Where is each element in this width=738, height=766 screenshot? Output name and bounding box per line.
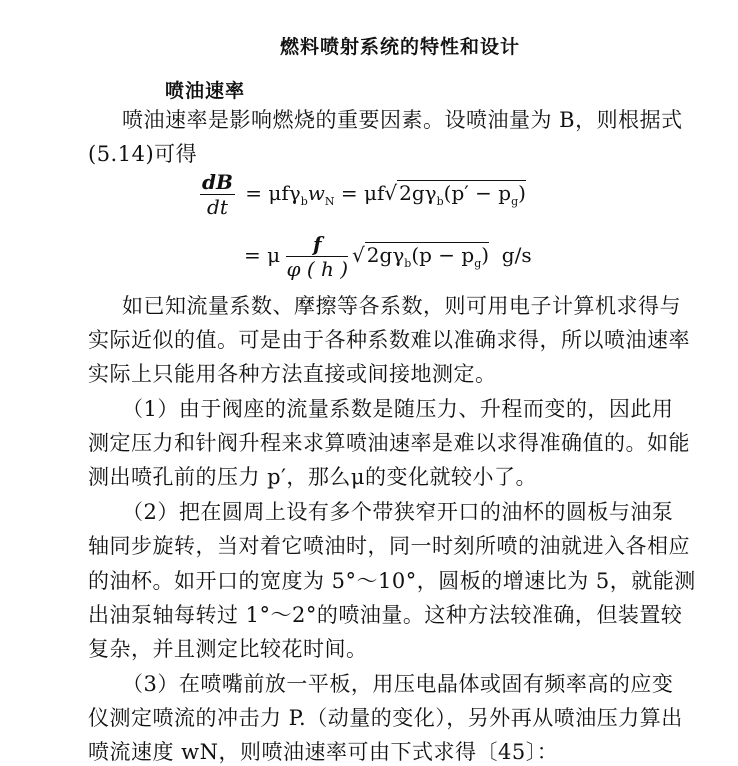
paragraph-line: （3）在喷嘴前放一平板，用压电晶体或固有频率高的应变 bbox=[122, 672, 674, 696]
paragraph-line: 的油杯。如开口的宽度为 5°～10°，圆板的增速比为 5，就能测 bbox=[88, 569, 696, 593]
section-heading: 喷油速率 bbox=[165, 80, 246, 102]
page-title: 燃料喷射系统的特性和设计 bbox=[279, 36, 520, 58]
paragraph-line: 出油泵轴每转过 1°～2°的喷油量。这种方法较准确，但装置较 bbox=[88, 603, 683, 627]
paragraph-line: 喷流速度 wN，则喷油速率可由下式求得〔45〕： bbox=[88, 740, 559, 764]
formula-1: $\frac{dB}{dt}$ = $\mu f\gamma_bw_N = \mu f√$ $2g\gamma_b(p' - p_g)$ bbox=[202, 170, 526, 219]
paragraph-line: （2）把在圆周上设有多个带狭窄开口的油杯的圆板与油泵 bbox=[122, 500, 674, 524]
paragraph-line: 测出喷孔前的压力 p′，那么μ的变化就较小了。 bbox=[88, 465, 538, 489]
paragraph-line: 仪测定喷流的冲击力 P.（动量的变化），另外再从喷油压力算出 bbox=[88, 706, 683, 730]
paragraph-line: 复杂，并且测定比较花时间。 bbox=[88, 637, 368, 661]
paragraph-line: (5.14)可得 bbox=[88, 142, 198, 166]
paragraph-line: 轴同步旋转，当对着它喷油时，同一时刻所喷的油就进入各相应 bbox=[88, 534, 690, 558]
formula-2: = μ $\frac{f}{\varphi ( h )}$ √ $2g\gamma_b(p - p_g)$ g/s bbox=[244, 232, 532, 281]
paragraph-line: 如已知流量系数、摩擦等各系数，则可用电子计算机求得与 bbox=[122, 294, 681, 318]
paragraph-line: 实际近似的值。可是由于各种系数难以准确求得，所以喷油速率 bbox=[88, 328, 690, 352]
paragraph-line: 实际上只能用各种方法直接或间接地测定。 bbox=[88, 362, 497, 386]
paragraph-line: 喷油速率是影响燃烧的重要因素。设喷油量为 B，则根据式 bbox=[122, 108, 683, 132]
paragraph-line: （1）由于阀座的流量系数是随压力、升程而变的，因此用 bbox=[122, 397, 674, 421]
paragraph-line: 测定压力和针阀升程来求算喷油速率是难以求得准确值的。如能 bbox=[88, 431, 690, 455]
